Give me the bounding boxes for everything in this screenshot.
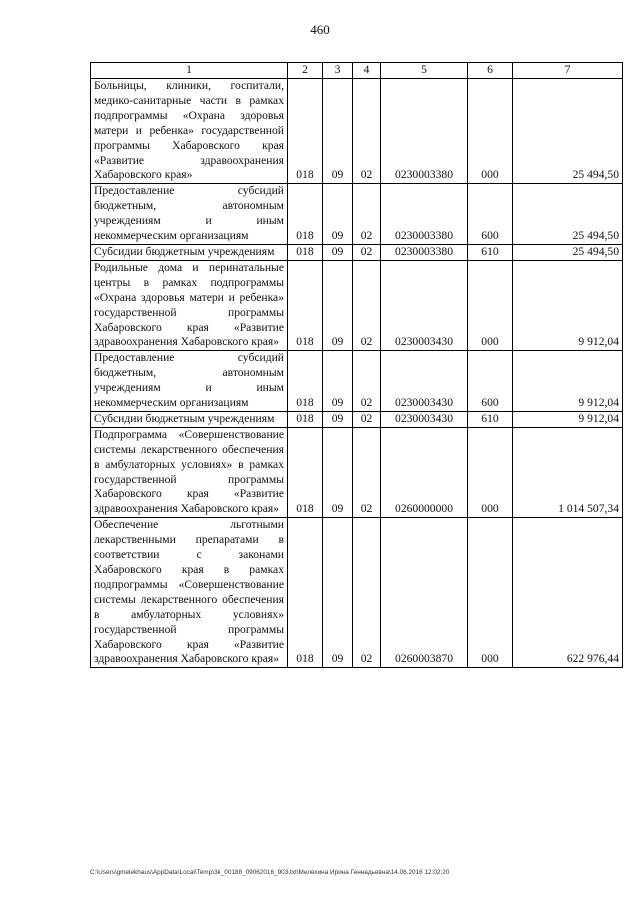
table-row — [91, 518, 623, 668]
row-name: Больницы, клиники, госпитали, медико-санитарные части в рамках подпрограммы «Охрана здоровья матери и ребенка» государственной программы Хабаровского края «Развитие здравоохранения Хабаровского края» — [91, 79, 288, 184]
row-target-code: 0260000000 — [381, 427, 468, 517]
row-name: Предоставление субсидий бюджетным, автономным учреждениям и иным некоммерческим организациям — [91, 351, 288, 412]
file-path-footer: C:\Users\gmelekhaus\AppData\Local\Temp\3k_00188_09062016_903.txt\Мелехина Ирина Геннадьевна\14.06.2016 12:02:20 — [90, 869, 450, 876]
row-ministry-code: 018 — [288, 260, 323, 350]
row-ministry-code: 018 — [288, 518, 323, 668]
row-subsection-code: 02 — [353, 518, 381, 668]
page-number: 460 — [310, 22, 330, 37]
row-ministry-code: 018 — [288, 411, 323, 427]
row-expense-type: 000 — [468, 518, 513, 668]
header-row — [91, 63, 623, 79]
row-amount: 622 976,44 — [513, 518, 623, 668]
row-subsection-code: 02 — [353, 427, 381, 517]
table-row — [91, 184, 623, 245]
row-name: Предоставление субсидий бюджетным, автономным учреждениям и иным некоммерческим организациям — [91, 184, 288, 245]
row-ministry-code: 018 — [288, 351, 323, 412]
row-subsection-code: 02 — [353, 184, 381, 245]
row-name: Субсидии бюджетным учреждениям — [91, 244, 288, 260]
row-expense-type: 610 — [468, 244, 513, 260]
row-name: Обеспечение льготными лекарственными препаратами в соответствии с законами Хабаровского края в рамках подпрограммы «Совершенствование системы лекарственного обеспечения в амбулаторных условиях» государственной программы Хабаровского края «Развитие здравоохранения Хабаровского края» — [91, 518, 288, 668]
row-subsection-code: 02 — [353, 244, 381, 260]
table-row — [91, 411, 623, 427]
row-target-code: 0230003430 — [381, 351, 468, 412]
header-cell: 4 — [353, 63, 381, 79]
row-target-code: 0230003430 — [381, 260, 468, 350]
row-target-code: 0230003380 — [381, 244, 468, 260]
row-target-code: 0260003870 — [381, 518, 468, 668]
row-expense-type: 000 — [468, 260, 513, 350]
table-row — [91, 260, 623, 350]
row-ministry-code: 018 — [288, 184, 323, 245]
row-name: Субсидии бюджетным учреждениям — [91, 411, 288, 427]
row-section-code: 09 — [323, 79, 353, 184]
row-ministry-code: 018 — [288, 79, 323, 184]
row-name: Подпрограмма «Совершенствование системы лекарственного обеспечения в амбулаторных условиях» в рамках государственной программы Хабаровского края «Развитие здравоохранения Хабаровского края» — [91, 427, 288, 517]
header-cell: 3 — [323, 63, 353, 79]
table-row — [91, 79, 623, 184]
row-target-code: 0230003380 — [381, 79, 468, 184]
header-cell: 1 — [91, 63, 288, 79]
row-section-code: 09 — [323, 351, 353, 412]
row-section-code: 09 — [323, 260, 353, 350]
row-section-code: 09 — [323, 244, 353, 260]
header-cell: 2 — [288, 63, 323, 79]
row-section-code: 09 — [323, 518, 353, 668]
row-subsection-code: 02 — [353, 260, 381, 350]
header-cell: 6 — [468, 63, 513, 79]
header-cell: 7 — [513, 63, 623, 79]
row-expense-type: 600 — [468, 351, 513, 412]
row-amount: 25 494,50 — [513, 184, 623, 245]
row-amount: 9 912,04 — [513, 351, 623, 412]
row-expense-type: 000 — [468, 427, 513, 517]
row-ministry-code: 018 — [288, 244, 323, 260]
row-expense-type: 610 — [468, 411, 513, 427]
row-amount: 25 494,50 — [513, 79, 623, 184]
row-amount: 9 912,04 — [513, 260, 623, 350]
row-amount: 1 014 507,34 — [513, 427, 623, 517]
row-name: Родильные дома и перинатальные центры в рамках подпрограммы «Охрана здоровья матери и ребенка» государственной программы Хабаровского края «Развитие здравоохранения Хабаровского края» — [91, 260, 288, 350]
table-row — [91, 244, 623, 260]
table-row — [91, 427, 623, 517]
header-cell: 5 — [381, 63, 468, 79]
row-ministry-code: 018 — [288, 427, 323, 517]
row-subsection-code: 02 — [353, 411, 381, 427]
row-section-code: 09 — [323, 411, 353, 427]
row-section-code: 09 — [323, 427, 353, 517]
row-target-code: 0230003380 — [381, 184, 468, 245]
table-row — [91, 351, 623, 412]
row-expense-type: 600 — [468, 184, 513, 245]
budget-table — [90, 62, 623, 668]
row-subsection-code: 02 — [353, 351, 381, 412]
row-section-code: 09 — [323, 184, 353, 245]
row-amount: 25 494,50 — [513, 244, 623, 260]
row-expense-type: 000 — [468, 79, 513, 184]
row-amount: 9 912,04 — [513, 411, 623, 427]
row-subsection-code: 02 — [353, 79, 381, 184]
row-target-code: 0230003430 — [381, 411, 468, 427]
